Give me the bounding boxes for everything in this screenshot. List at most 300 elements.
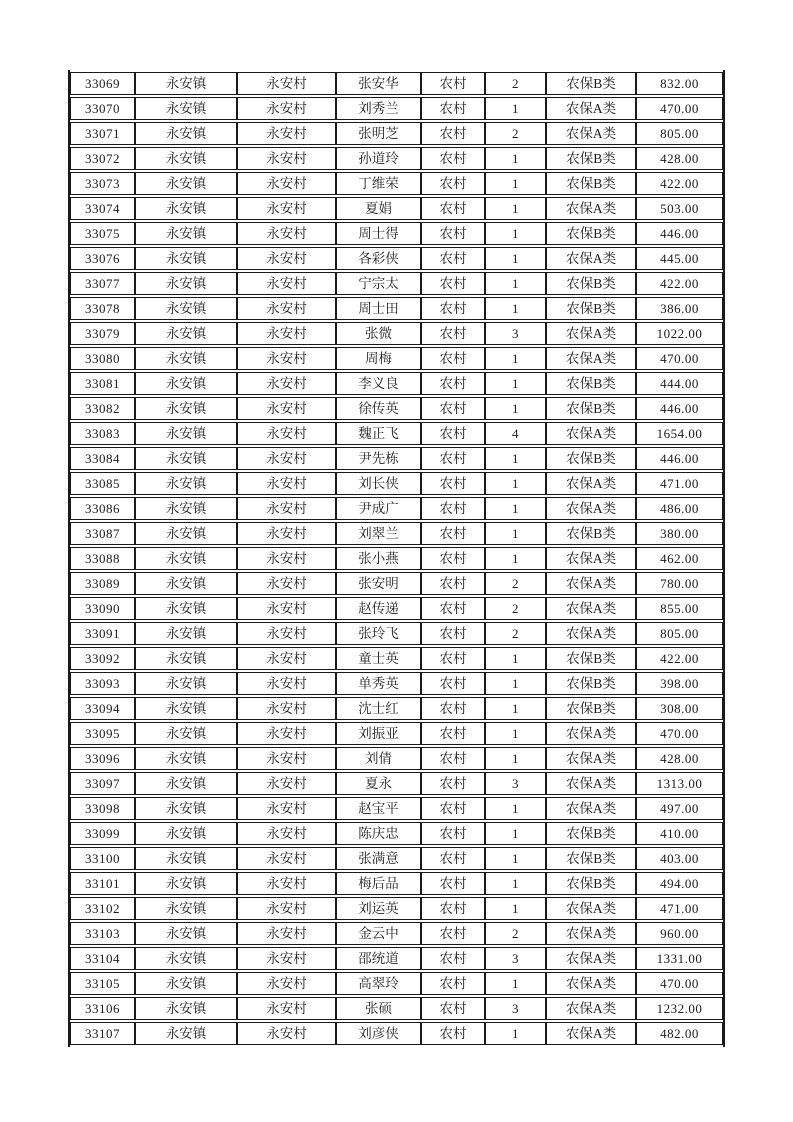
cell-insurance-category: 农保A类	[546, 722, 636, 745]
cell-record-id: 33088	[70, 547, 135, 570]
cell-residence-type: 农村	[421, 547, 485, 570]
cell-person-count: 1	[485, 447, 546, 470]
cell-person-count: 1	[485, 672, 546, 695]
cell-person-name: 张明芝	[336, 122, 421, 145]
cell-record-id: 33089	[70, 572, 135, 595]
cell-record-id: 33104	[70, 947, 135, 970]
cell-residence-type: 农村	[421, 522, 485, 545]
table-row	[70, 97, 723, 120]
cell-person-count: 1	[485, 647, 546, 670]
cell-insurance-category: 农保A类	[546, 622, 636, 645]
table-row	[70, 822, 723, 845]
cell-village: 永安村	[237, 897, 336, 920]
cell-record-id: 33101	[70, 872, 135, 895]
cell-residence-type: 农村	[421, 147, 485, 170]
table-row	[70, 697, 723, 720]
cell-amount: 805.00	[636, 122, 723, 145]
table-row	[70, 297, 723, 320]
cell-person-count: 1	[485, 147, 546, 170]
table-row	[70, 997, 723, 1020]
cell-insurance-category: 农保B类	[546, 847, 636, 870]
cell-amount: 470.00	[636, 972, 723, 995]
cell-amount: 422.00	[636, 272, 723, 295]
cell-person-count: 1	[485, 222, 546, 245]
cell-record-id: 33097	[70, 772, 135, 795]
cell-amount: 805.00	[636, 622, 723, 645]
cell-residence-type: 农村	[421, 572, 485, 595]
cell-residence-type: 农村	[421, 822, 485, 845]
cell-record-id: 33091	[70, 622, 135, 645]
cell-residence-type: 农村	[421, 797, 485, 820]
cell-town: 永安镇	[135, 747, 237, 770]
cell-town: 永安镇	[135, 272, 237, 295]
table-row	[70, 222, 723, 245]
cell-village: 永安村	[237, 447, 336, 470]
cell-insurance-category: 农保A类	[546, 972, 636, 995]
cell-record-id: 33076	[70, 247, 135, 270]
table-row	[70, 422, 723, 445]
cell-village: 永安村	[237, 397, 336, 420]
cell-town: 永安镇	[135, 997, 237, 1020]
cell-person-count: 1	[485, 697, 546, 720]
cell-person-count: 2	[485, 622, 546, 645]
cell-town: 永安镇	[135, 897, 237, 920]
cell-amount: 422.00	[636, 647, 723, 670]
cell-insurance-category: 农保B类	[546, 697, 636, 720]
cell-village: 永安村	[237, 147, 336, 170]
cell-residence-type: 农村	[421, 947, 485, 970]
cell-village: 永安村	[237, 72, 336, 95]
table-row	[70, 897, 723, 920]
cell-village: 永安村	[237, 222, 336, 245]
table-row	[70, 497, 723, 520]
cell-person-count: 2	[485, 572, 546, 595]
cell-insurance-category: 农保A类	[546, 772, 636, 795]
cell-insurance-category: 农保A类	[546, 322, 636, 345]
cell-residence-type: 农村	[421, 997, 485, 1020]
cell-town: 永安镇	[135, 247, 237, 270]
cell-person-name: 邵统道	[336, 947, 421, 970]
cell-record-id: 33077	[70, 272, 135, 295]
cell-residence-type: 农村	[421, 747, 485, 770]
table-row	[70, 972, 723, 995]
cell-record-id: 33098	[70, 797, 135, 820]
cell-amount: 444.00	[636, 372, 723, 395]
cell-amount: 1654.00	[636, 422, 723, 445]
cell-town: 永安镇	[135, 97, 237, 120]
cell-record-id: 33085	[70, 472, 135, 495]
cell-town: 永安镇	[135, 297, 237, 320]
table-row	[70, 747, 723, 770]
cell-person-name: 刘长侠	[336, 472, 421, 495]
cell-residence-type: 农村	[421, 872, 485, 895]
cell-insurance-category: 农保B类	[546, 222, 636, 245]
cell-person-name: 张安华	[336, 72, 421, 95]
cell-record-id: 33079	[70, 322, 135, 345]
cell-person-name: 各彩侠	[336, 247, 421, 270]
cell-record-id: 33071	[70, 122, 135, 145]
table-row	[70, 847, 723, 870]
cell-record-id: 33074	[70, 197, 135, 220]
cell-person-name: 夏娟	[336, 197, 421, 220]
cell-record-id: 33070	[70, 97, 135, 120]
cell-record-id: 33086	[70, 497, 135, 520]
cell-person-count: 1	[485, 747, 546, 770]
table-row	[70, 672, 723, 695]
cell-person-name: 赵传递	[336, 597, 421, 620]
cell-insurance-category: 农保A类	[546, 997, 636, 1020]
cell-person-count: 3	[485, 947, 546, 970]
cell-residence-type: 农村	[421, 472, 485, 495]
cell-person-name: 周士田	[336, 297, 421, 320]
table-row	[70, 797, 723, 820]
cell-town: 永安镇	[135, 972, 237, 995]
cell-village: 永安村	[237, 272, 336, 295]
cell-record-id: 33090	[70, 597, 135, 620]
cell-town: 永安镇	[135, 147, 237, 170]
cell-insurance-category: 农保A类	[546, 922, 636, 945]
cell-village: 永安村	[237, 872, 336, 895]
cell-village: 永安村	[237, 497, 336, 520]
cell-insurance-category: 农保B类	[546, 372, 636, 395]
cell-town: 永安镇	[135, 372, 237, 395]
cell-town: 永安镇	[135, 197, 237, 220]
cell-residence-type: 农村	[421, 497, 485, 520]
cell-insurance-category: 农保A类	[546, 747, 636, 770]
cell-village: 永安村	[237, 622, 336, 645]
cell-residence-type: 农村	[421, 322, 485, 345]
table-row	[70, 197, 723, 220]
cell-person-count: 1	[485, 172, 546, 195]
cell-town: 永安镇	[135, 647, 237, 670]
cell-person-count: 2	[485, 72, 546, 95]
cell-amount: 1313.00	[636, 772, 723, 795]
cell-amount: 470.00	[636, 347, 723, 370]
cell-person-name: 尹成广	[336, 497, 421, 520]
cell-insurance-category: 农保A类	[546, 122, 636, 145]
cell-town: 永安镇	[135, 797, 237, 820]
benefit-table-container	[68, 70, 725, 1047]
cell-town: 永安镇	[135, 847, 237, 870]
cell-amount: 471.00	[636, 897, 723, 920]
table-row	[70, 122, 723, 145]
cell-residence-type: 农村	[421, 647, 485, 670]
table-row	[70, 247, 723, 270]
cell-insurance-category: 农保A类	[546, 472, 636, 495]
cell-town: 永安镇	[135, 572, 237, 595]
cell-town: 永安镇	[135, 347, 237, 370]
table-row	[70, 147, 723, 170]
cell-town: 永安镇	[135, 1022, 237, 1045]
cell-insurance-category: 农保A类	[546, 947, 636, 970]
cell-residence-type: 农村	[421, 197, 485, 220]
cell-insurance-category: 农保B类	[546, 397, 636, 420]
cell-town: 永安镇	[135, 697, 237, 720]
cell-insurance-category: 农保B类	[546, 72, 636, 95]
cell-residence-type: 农村	[421, 672, 485, 695]
cell-person-count: 1	[485, 522, 546, 545]
cell-insurance-category: 农保B类	[546, 272, 636, 295]
cell-insurance-category: 农保A类	[546, 572, 636, 595]
cell-town: 永安镇	[135, 497, 237, 520]
cell-village: 永安村	[237, 297, 336, 320]
cell-town: 永安镇	[135, 922, 237, 945]
cell-amount: 446.00	[636, 447, 723, 470]
table-row	[70, 347, 723, 370]
cell-village: 永安村	[237, 747, 336, 770]
cell-village: 永安村	[237, 947, 336, 970]
cell-record-id: 33075	[70, 222, 135, 245]
cell-record-id: 33087	[70, 522, 135, 545]
cell-town: 永安镇	[135, 447, 237, 470]
cell-person-name: 金云中	[336, 922, 421, 945]
cell-amount: 855.00	[636, 597, 723, 620]
cell-village: 永安村	[237, 797, 336, 820]
cell-residence-type: 农村	[421, 622, 485, 645]
cell-person-count: 1	[485, 972, 546, 995]
cell-person-count: 1	[485, 897, 546, 920]
cell-person-count: 1	[485, 97, 546, 120]
cell-person-name: 尹先栋	[336, 447, 421, 470]
cell-amount: 445.00	[636, 247, 723, 270]
cell-residence-type: 农村	[421, 297, 485, 320]
cell-village: 永安村	[237, 597, 336, 620]
cell-town: 永安镇	[135, 772, 237, 795]
cell-town: 永安镇	[135, 872, 237, 895]
cell-record-id: 33093	[70, 672, 135, 695]
table-row	[70, 472, 723, 495]
cell-village: 永安村	[237, 1022, 336, 1045]
cell-town: 永安镇	[135, 72, 237, 95]
cell-town: 永安镇	[135, 622, 237, 645]
cell-person-count: 4	[485, 422, 546, 445]
cell-town: 永安镇	[135, 322, 237, 345]
cell-person-name: 魏正飞	[336, 422, 421, 445]
cell-village: 永安村	[237, 372, 336, 395]
cell-amount: 780.00	[636, 572, 723, 595]
cell-insurance-category: 农保B类	[546, 672, 636, 695]
cell-person-name: 张满意	[336, 847, 421, 870]
cell-record-id: 33083	[70, 422, 135, 445]
cell-insurance-category: 农保A类	[546, 422, 636, 445]
table-row	[70, 922, 723, 945]
cell-town: 永安镇	[135, 672, 237, 695]
cell-village: 永安村	[237, 972, 336, 995]
cell-amount: 403.00	[636, 847, 723, 870]
cell-person-count: 1	[485, 297, 546, 320]
cell-amount: 422.00	[636, 172, 723, 195]
table-row	[70, 272, 723, 295]
table-row	[70, 322, 723, 345]
cell-town: 永安镇	[135, 422, 237, 445]
cell-amount: 470.00	[636, 97, 723, 120]
cell-residence-type: 农村	[421, 222, 485, 245]
cell-town: 永安镇	[135, 947, 237, 970]
cell-village: 永安村	[237, 472, 336, 495]
cell-residence-type: 农村	[421, 122, 485, 145]
table-row	[70, 947, 723, 970]
cell-village: 永安村	[237, 172, 336, 195]
cell-residence-type: 农村	[421, 447, 485, 470]
table-row	[70, 772, 723, 795]
table-row	[70, 372, 723, 395]
table-row	[70, 622, 723, 645]
cell-insurance-category: 农保A类	[546, 247, 636, 270]
cell-residence-type: 农村	[421, 922, 485, 945]
table-row	[70, 522, 723, 545]
cell-person-name: 刘振亚	[336, 722, 421, 745]
cell-village: 永安村	[237, 522, 336, 545]
cell-insurance-category: 农保B类	[546, 297, 636, 320]
cell-residence-type: 农村	[421, 397, 485, 420]
cell-person-name: 孙道玲	[336, 147, 421, 170]
cell-residence-type: 农村	[421, 897, 485, 920]
cell-residence-type: 农村	[421, 597, 485, 620]
cell-village: 永安村	[237, 647, 336, 670]
table-row	[70, 72, 723, 95]
cell-amount: 497.00	[636, 797, 723, 820]
cell-village: 永安村	[237, 422, 336, 445]
cell-person-count: 3	[485, 997, 546, 1020]
cell-person-name: 童士英	[336, 647, 421, 670]
cell-village: 永安村	[237, 347, 336, 370]
cell-amount: 494.00	[636, 872, 723, 895]
cell-amount: 380.00	[636, 522, 723, 545]
cell-record-id: 33107	[70, 1022, 135, 1045]
cell-person-name: 单秀英	[336, 672, 421, 695]
cell-insurance-category: 农保A类	[546, 197, 636, 220]
cell-village: 永安村	[237, 122, 336, 145]
cell-person-name: 周士得	[336, 222, 421, 245]
cell-insurance-category: 农保B类	[546, 647, 636, 670]
cell-amount: 471.00	[636, 472, 723, 495]
cell-person-name: 刘秀兰	[336, 97, 421, 120]
cell-village: 永安村	[237, 572, 336, 595]
cell-person-name: 丁维荣	[336, 172, 421, 195]
cell-person-count: 2	[485, 122, 546, 145]
cell-amount: 446.00	[636, 397, 723, 420]
cell-town: 永安镇	[135, 122, 237, 145]
cell-record-id: 33102	[70, 897, 135, 920]
cell-record-id: 33078	[70, 297, 135, 320]
table-row	[70, 397, 723, 420]
cell-record-id: 33080	[70, 347, 135, 370]
table-row	[70, 597, 723, 620]
cell-village: 永安村	[237, 547, 336, 570]
cell-record-id: 33105	[70, 972, 135, 995]
cell-record-id: 33092	[70, 647, 135, 670]
cell-person-name: 张小燕	[336, 547, 421, 570]
table-row	[70, 872, 723, 895]
cell-residence-type: 农村	[421, 772, 485, 795]
cell-person-name: 宁宗太	[336, 272, 421, 295]
cell-insurance-category: 农保A类	[546, 1022, 636, 1045]
cell-record-id: 33100	[70, 847, 135, 870]
cell-insurance-category: 农保A类	[546, 347, 636, 370]
cell-town: 永安镇	[135, 822, 237, 845]
cell-insurance-category: 农保A类	[546, 547, 636, 570]
cell-insurance-category: 农保B类	[546, 172, 636, 195]
cell-residence-type: 农村	[421, 72, 485, 95]
cell-town: 永安镇	[135, 522, 237, 545]
cell-village: 永安村	[237, 247, 336, 270]
cell-residence-type: 农村	[421, 422, 485, 445]
cell-person-count: 1	[485, 472, 546, 495]
cell-residence-type: 农村	[421, 272, 485, 295]
cell-village: 永安村	[237, 197, 336, 220]
cell-person-count: 1	[485, 272, 546, 295]
cell-record-id: 33095	[70, 722, 135, 745]
cell-insurance-category: 农保A类	[546, 897, 636, 920]
cell-person-name: 周梅	[336, 347, 421, 370]
cell-town: 永安镇	[135, 722, 237, 745]
cell-amount: 482.00	[636, 1022, 723, 1045]
cell-person-name: 张硕	[336, 997, 421, 1020]
cell-insurance-category: 农保B类	[546, 522, 636, 545]
cell-amount: 386.00	[636, 297, 723, 320]
cell-amount: 462.00	[636, 547, 723, 570]
cell-village: 永安村	[237, 722, 336, 745]
cell-record-id: 33103	[70, 922, 135, 945]
table-row	[70, 647, 723, 670]
cell-town: 永安镇	[135, 397, 237, 420]
table-row	[70, 172, 723, 195]
cell-record-id: 33082	[70, 397, 135, 420]
cell-person-count: 1	[485, 847, 546, 870]
cell-amount: 1331.00	[636, 947, 723, 970]
cell-amount: 428.00	[636, 747, 723, 770]
cell-residence-type: 农村	[421, 697, 485, 720]
cell-record-id: 33094	[70, 697, 135, 720]
cell-person-name: 夏永	[336, 772, 421, 795]
cell-person-count: 1	[485, 547, 546, 570]
cell-person-count: 1	[485, 722, 546, 745]
cell-person-name: 陈庆忠	[336, 822, 421, 845]
cell-insurance-category: 农保A类	[546, 497, 636, 520]
cell-person-count: 1	[485, 822, 546, 845]
cell-town: 永安镇	[135, 597, 237, 620]
cell-village: 永安村	[237, 322, 336, 345]
cell-amount: 410.00	[636, 822, 723, 845]
cell-town: 永安镇	[135, 222, 237, 245]
cell-person-name: 赵宝平	[336, 797, 421, 820]
cell-person-name: 刘翠兰	[336, 522, 421, 545]
cell-person-count: 3	[485, 772, 546, 795]
cell-record-id: 33106	[70, 997, 135, 1020]
cell-residence-type: 农村	[421, 1022, 485, 1045]
cell-amount: 428.00	[636, 147, 723, 170]
cell-amount: 308.00	[636, 697, 723, 720]
cell-person-count: 1	[485, 197, 546, 220]
cell-record-id: 33072	[70, 147, 135, 170]
cell-village: 永安村	[237, 772, 336, 795]
cell-amount: 398.00	[636, 672, 723, 695]
cell-insurance-category: 农保B类	[546, 447, 636, 470]
cell-town: 永安镇	[135, 172, 237, 195]
cell-person-name: 沈士红	[336, 697, 421, 720]
cell-residence-type: 农村	[421, 972, 485, 995]
cell-village: 永安村	[237, 697, 336, 720]
cell-residence-type: 农村	[421, 847, 485, 870]
table-row	[70, 1022, 723, 1045]
cell-person-count: 1	[485, 397, 546, 420]
table-row	[70, 547, 723, 570]
cell-person-count: 1	[485, 497, 546, 520]
cell-residence-type: 农村	[421, 722, 485, 745]
cell-village: 永安村	[237, 672, 336, 695]
cell-person-name: 高翠玲	[336, 972, 421, 995]
cell-person-name: 刘倩	[336, 747, 421, 770]
